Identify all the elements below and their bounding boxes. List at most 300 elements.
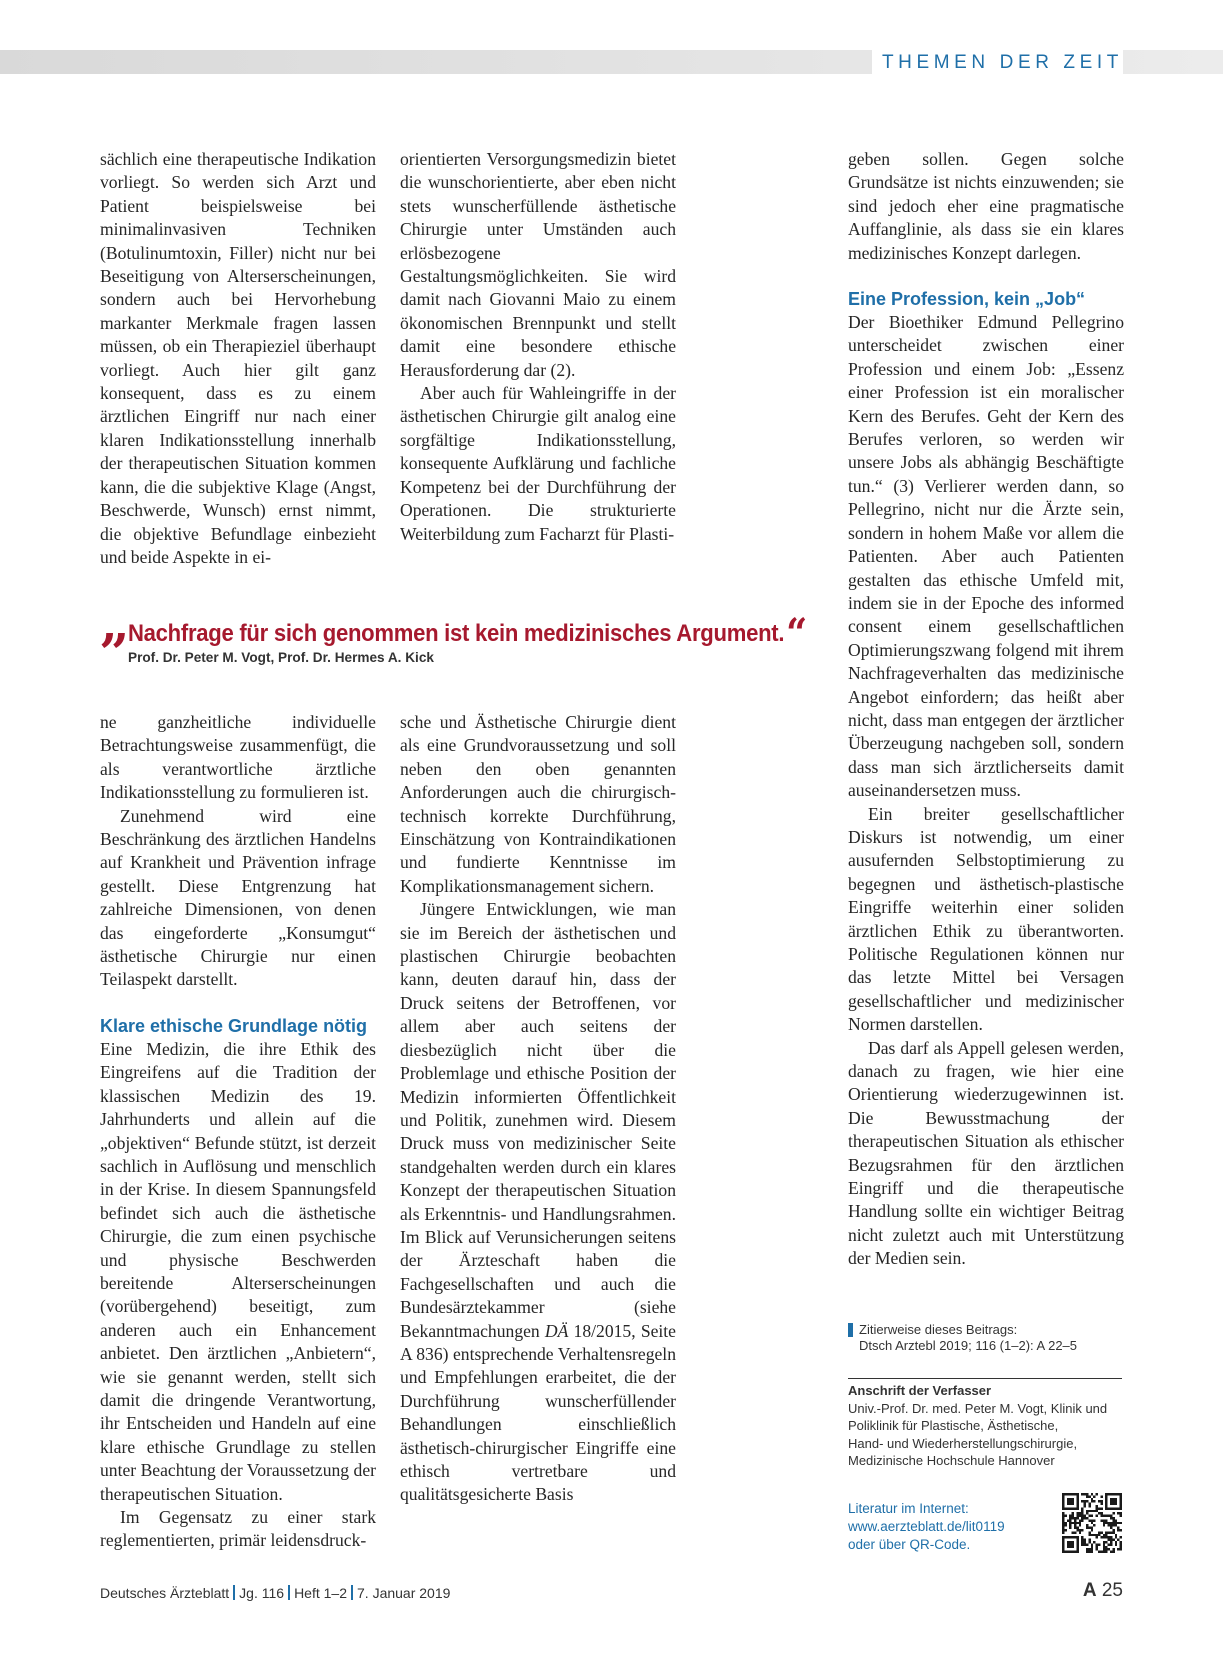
qr-module xyxy=(1117,1522,1119,1524)
qr-module xyxy=(1069,1500,1071,1502)
qr-module xyxy=(1086,1527,1088,1529)
qr-module xyxy=(1064,1529,1066,1531)
qr-module xyxy=(1069,1541,1071,1543)
qr-module xyxy=(1062,1507,1064,1509)
qr-module xyxy=(1103,1519,1105,1521)
qr-module xyxy=(1108,1531,1110,1533)
qr-module xyxy=(1074,1519,1076,1521)
qr-module xyxy=(1088,1515,1090,1517)
qr-module xyxy=(1062,1536,1064,1538)
qr-module xyxy=(1088,1548,1090,1550)
literature-note xyxy=(848,1500,1048,1554)
section-heading: Klare ethische Grundlage nötig xyxy=(100,1015,368,1036)
qr-module xyxy=(1081,1539,1083,1541)
qr-module xyxy=(1096,1536,1098,1538)
address-divider xyxy=(848,1378,1122,1379)
qr-module xyxy=(1084,1517,1086,1519)
qr-module xyxy=(1108,1515,1110,1517)
qr-module xyxy=(1093,1534,1095,1536)
qr-module xyxy=(1112,1512,1114,1514)
quote-sentence: Nachfrage für sich genommen ist kein medizinisches Argument. xyxy=(128,620,785,647)
qr-module xyxy=(1115,1493,1117,1495)
qr-module xyxy=(1120,1541,1122,1543)
paragraph: geben sollen. Gegen solche Grundsätze ist nichts einzuwenden; sie sind jedoch eher eine pragmatische Auffanglinie, als dass sie ein klares medizinisches Konzept darlegen. xyxy=(848,149,1124,263)
qr-module xyxy=(1100,1503,1102,1505)
qr-module xyxy=(1076,1493,1078,1495)
qr-module xyxy=(1081,1507,1083,1509)
qr-module xyxy=(1120,1503,1122,1505)
qr-module xyxy=(1067,1536,1069,1538)
footer-date: 7. Januar 2019 xyxy=(357,1585,451,1601)
qr-module xyxy=(1112,1548,1114,1550)
qr-module xyxy=(1110,1515,1112,1517)
qr-module xyxy=(1120,1507,1122,1509)
qr-module xyxy=(1120,1505,1122,1507)
qr-module xyxy=(1115,1503,1117,1505)
qr-module xyxy=(1069,1493,1071,1495)
qr-module xyxy=(1096,1515,1098,1517)
qr-module xyxy=(1076,1505,1078,1507)
qr-module xyxy=(1088,1541,1090,1543)
qr-module xyxy=(1074,1507,1076,1509)
qr-module xyxy=(1117,1493,1119,1495)
qr-module xyxy=(1110,1536,1112,1538)
qr-module xyxy=(1105,1503,1107,1505)
qr-module xyxy=(1076,1546,1078,1548)
qr-module xyxy=(1069,1527,1071,1529)
page-number-value: 25 xyxy=(1101,1580,1123,1601)
qr-module xyxy=(1081,1543,1083,1545)
qr-module xyxy=(1088,1510,1090,1512)
qr-module xyxy=(1062,1539,1064,1541)
qr-code-icon[interactable] xyxy=(1062,1493,1122,1553)
qr-module xyxy=(1088,1505,1090,1507)
qr-module xyxy=(1069,1507,1071,1509)
qr-module xyxy=(1074,1524,1076,1526)
qr-module xyxy=(1062,1517,1064,1519)
qr-module xyxy=(1072,1551,1074,1553)
qr-module xyxy=(1084,1505,1086,1507)
qr-module xyxy=(1115,1524,1117,1526)
qr-module xyxy=(1110,1517,1112,1519)
paragraph: Aber auch für Wahleingriffe in der ästhetischen Chirurgie gilt analog eine sorgfältige Indikationsstellung, konsequente Aufklärung und fachliche Kompetenz bei der Durchführung der Operationen. Die strukturierte Weiterbildung zum Facharzt für Plasti- xyxy=(400,383,676,544)
qr-module xyxy=(1093,1500,1095,1502)
qr-module xyxy=(1076,1517,1078,1519)
qr-module xyxy=(1096,1546,1098,1548)
qr-module xyxy=(1120,1512,1122,1514)
qr-module xyxy=(1115,1541,1117,1543)
qr-module xyxy=(1067,1498,1069,1500)
qr-module xyxy=(1081,1500,1083,1502)
qr-module xyxy=(1072,1546,1074,1548)
qr-module xyxy=(1112,1529,1114,1531)
qr-module xyxy=(1120,1495,1122,1497)
quote-close-mark: “ xyxy=(786,610,807,657)
qr-module xyxy=(1115,1534,1117,1536)
qr-module xyxy=(1076,1529,1078,1531)
qr-module xyxy=(1072,1517,1074,1519)
footer-journal: Deutsches Ärzteblatt xyxy=(100,1585,230,1601)
qr-module xyxy=(1069,1515,1071,1517)
qr-module xyxy=(1069,1503,1071,1505)
qr-module xyxy=(1115,1507,1117,1509)
qr-module xyxy=(1072,1507,1074,1509)
qr-module xyxy=(1100,1500,1102,1502)
qr-module xyxy=(1067,1503,1069,1505)
qr-module xyxy=(1093,1524,1095,1526)
qr-module xyxy=(1076,1522,1078,1524)
qr-module xyxy=(1096,1543,1098,1545)
qr-module xyxy=(1064,1522,1066,1524)
qr-module xyxy=(1120,1515,1122,1517)
footer-separator xyxy=(288,1585,290,1600)
top-column-1 xyxy=(100,148,376,569)
qr-module xyxy=(1096,1493,1098,1495)
qr-module xyxy=(1103,1534,1105,1536)
quote-open-mark: „ xyxy=(100,593,130,654)
page-number xyxy=(1083,1580,1123,1602)
qr-module xyxy=(1098,1551,1100,1553)
qr-module xyxy=(1076,1539,1078,1541)
qr-module xyxy=(1098,1500,1100,1502)
paragraph: Das darf als Appell gelesen werden, danach zu fragen, wie hier eine Orientierung wiederzugewinnen ist. Die Bewusstmachung der therapeutischen Situation als ethischer Bezugsrahmen für den ärztlichen Eingriff und die therapeutische Handlung sollte ein wichtiger Beitrag nicht zuletzt auch mit Unterstützung der Medien sein. xyxy=(848,1037,1124,1269)
qr-module xyxy=(1093,1495,1095,1497)
qr-module xyxy=(1105,1534,1107,1536)
qr-module xyxy=(1062,1519,1064,1521)
qr-module xyxy=(1110,1507,1112,1509)
qr-module xyxy=(1112,1500,1114,1502)
qr-module xyxy=(1072,1503,1074,1505)
qr-module xyxy=(1081,1541,1083,1543)
qr-module xyxy=(1076,1536,1078,1538)
literature-link[interactable]: www.aerzteblatt.de/lit0119 xyxy=(848,1519,1005,1534)
qr-module xyxy=(1100,1536,1102,1538)
qr-module xyxy=(1110,1541,1112,1543)
paragraph: Ein breiter gesellschaftlicher Diskurs ist notwendig, um einer ausufernden Selbstoptimierung zu begegnen und ästhetisch-plastische Eingriffe weiterhin einer soliden ärztlichen Ethik zu überantworten. Politische Regulationen können nur das letzte Mittel bei Versagen gesellschaftlicher und medizinischer Normen darstellen. xyxy=(848,803,1124,1035)
qr-module xyxy=(1072,1493,1074,1495)
qr-module xyxy=(1115,1519,1117,1521)
qr-module xyxy=(1084,1539,1086,1541)
footer-issue: Heft 1–2 xyxy=(294,1585,347,1601)
right-column xyxy=(848,148,1124,1271)
qr-module xyxy=(1086,1524,1088,1526)
qr-module xyxy=(1120,1529,1122,1531)
qr-module xyxy=(1112,1524,1114,1526)
qr-module xyxy=(1084,1500,1086,1502)
qr-module xyxy=(1103,1536,1105,1538)
qr-module xyxy=(1100,1495,1102,1497)
qr-module xyxy=(1112,1519,1114,1521)
qr-module xyxy=(1079,1531,1081,1533)
qr-module xyxy=(1091,1493,1093,1495)
qr-module xyxy=(1103,1515,1105,1517)
qr-module xyxy=(1074,1536,1076,1538)
qr-module xyxy=(1086,1512,1088,1514)
qr-module xyxy=(1076,1527,1078,1529)
qr-module xyxy=(1074,1493,1076,1495)
qr-module xyxy=(1105,1536,1107,1538)
footer-separator xyxy=(233,1585,235,1600)
address-line: Medizinische Hochschule Hannover xyxy=(848,1453,1055,1468)
qr-module xyxy=(1062,1529,1064,1531)
qr-module xyxy=(1079,1529,1081,1531)
qr-module xyxy=(1110,1522,1112,1524)
paragraph: sche und Ästhetische Chirurgie dient als eine Grundvoraussetzung und soll neben den oben genannten Anforderungen auch die chirurgisch-technisch korrekte Durchführung, Einschätzung von Kontraindikationen und fundierte Kenntnisse im Komplikationsmanagement sichern. xyxy=(400,712,676,896)
qr-module xyxy=(1108,1507,1110,1509)
qr-module xyxy=(1076,1512,1078,1514)
qr-module xyxy=(1093,1519,1095,1521)
footer-volume: Jg. 116 xyxy=(239,1585,285,1601)
qr-module xyxy=(1096,1507,1098,1509)
qr-module xyxy=(1110,1531,1112,1533)
qr-module xyxy=(1112,1498,1114,1500)
qr-module xyxy=(1105,1548,1107,1550)
qr-module xyxy=(1110,1551,1112,1553)
qr-module xyxy=(1069,1522,1071,1524)
qr-module xyxy=(1062,1548,1064,1550)
qr-module xyxy=(1081,1529,1083,1531)
qr-module xyxy=(1084,1493,1086,1495)
qr-module xyxy=(1105,1493,1107,1495)
qr-module xyxy=(1062,1500,1064,1502)
qr-module xyxy=(1108,1522,1110,1524)
qr-module xyxy=(1076,1541,1078,1543)
qr-module xyxy=(1115,1500,1117,1502)
qr-module xyxy=(1076,1515,1078,1517)
qr-module xyxy=(1074,1551,1076,1553)
qr-module xyxy=(1088,1534,1090,1536)
qr-module xyxy=(1088,1551,1090,1553)
text-run: 18/2015, Seite A 836) entsprechende Verhaltensregeln und Empfehlungen erarbeitet, die der Durchführung wunscherfüllender Behandlungen einschließlich ästhetisch-chirurgischer Eingriffe eine ethisch vertretbare und qualitätsgesicherte Basis xyxy=(400,1320,676,1505)
qr-module xyxy=(1076,1543,1078,1545)
qr-module xyxy=(1088,1527,1090,1529)
section-heading: Eine Profession, kein „Job“ xyxy=(848,289,1086,310)
qr-module xyxy=(1120,1548,1122,1550)
qr-module xyxy=(1091,1548,1093,1550)
qr-module xyxy=(1062,1527,1064,1529)
qr-module xyxy=(1091,1543,1093,1545)
qr-module xyxy=(1064,1524,1066,1526)
top-column-2 xyxy=(400,148,676,546)
qr-module xyxy=(1103,1524,1105,1526)
qr-module xyxy=(1079,1524,1081,1526)
qr-module xyxy=(1098,1507,1100,1509)
qr-module xyxy=(1072,1531,1074,1533)
qr-module xyxy=(1062,1495,1064,1497)
qr-module xyxy=(1086,1551,1088,1553)
qr-module xyxy=(1091,1519,1093,1521)
qr-module xyxy=(1086,1500,1088,1502)
citation-label: Zitierweise dieses Beitrags: xyxy=(859,1322,1018,1337)
qr-module xyxy=(1105,1531,1107,1533)
qr-module xyxy=(1074,1517,1076,1519)
qr-module xyxy=(1086,1493,1088,1495)
qr-module xyxy=(1100,1512,1102,1514)
qr-module xyxy=(1117,1548,1119,1550)
literature-label: Literatur im Internet: xyxy=(848,1501,969,1516)
qr-module xyxy=(1112,1507,1114,1509)
qr-module xyxy=(1098,1531,1100,1533)
qr-module xyxy=(1062,1531,1064,1533)
qr-module xyxy=(1064,1515,1066,1517)
qr-module xyxy=(1064,1493,1066,1495)
qr-module xyxy=(1091,1551,1093,1553)
qr-module xyxy=(1110,1503,1112,1505)
qr-module xyxy=(1091,1522,1093,1524)
paragraph: ne ganzheitliche individuelle Betrachtungsweise zusammenfügt, die als verantwortliche ärztliche Indikationsstellung zu formulieren ist. xyxy=(100,712,376,803)
qr-module xyxy=(1072,1512,1074,1514)
qr-module xyxy=(1072,1515,1074,1517)
qr-module xyxy=(1098,1534,1100,1536)
qr-module xyxy=(1079,1519,1081,1521)
qr-module xyxy=(1086,1510,1088,1512)
qr-module xyxy=(1079,1522,1081,1524)
citation-box xyxy=(848,1322,1128,1354)
qr-module xyxy=(1069,1517,1071,1519)
qr-module xyxy=(1086,1517,1088,1519)
qr-module xyxy=(1100,1551,1102,1553)
qr-module xyxy=(1074,1522,1076,1524)
author-address xyxy=(848,1382,1128,1470)
qr-module xyxy=(1117,1507,1119,1509)
qr-module xyxy=(1103,1546,1105,1548)
qr-module xyxy=(1072,1541,1074,1543)
qr-module xyxy=(1076,1551,1078,1553)
qr-module xyxy=(1096,1505,1098,1507)
qr-module xyxy=(1076,1495,1078,1497)
qr-module xyxy=(1091,1529,1093,1531)
qr-module xyxy=(1091,1534,1093,1536)
qr-module xyxy=(1084,1541,1086,1543)
bottom-column-2 xyxy=(400,711,676,1507)
qr-module xyxy=(1064,1551,1066,1553)
qr-module xyxy=(1100,1519,1102,1521)
qr-module xyxy=(1069,1546,1071,1548)
qr-module xyxy=(1115,1543,1117,1545)
qr-module xyxy=(1117,1529,1119,1531)
qr-module xyxy=(1112,1503,1114,1505)
text-run: Jüngere Entwicklungen, wie man sie im Bereich der ästhetischen und plastischen Chirurgie beobachten kann, deuten darauf hin, dass der Druck seitens der Betroffenen, vor allem aber auch seitens der diesbezüglich nicht über die Problemlage und ethische Position der Medizin informierten Öffentlichkeit und Politik, zunehmen wird. Diesem Druck muss von medizinischer Seite standgehalten werden durch ein klares Konzept der therapeutischen Situation als Erkenntnis- und Handlungsrahmen. Im Blick auf Verunsicherungen seitens der Ärzteschaft haben die Fachgesellschaften und auch die Bundesärztekammer (siehe Bekanntmachungen xyxy=(400,899,676,1341)
qr-module xyxy=(1105,1505,1107,1507)
qr-module xyxy=(1110,1527,1112,1529)
qr-module xyxy=(1081,1536,1083,1538)
qr-module xyxy=(1086,1548,1088,1550)
qr-module xyxy=(1084,1503,1086,1505)
qr-module xyxy=(1120,1546,1122,1548)
qr-module xyxy=(1105,1546,1107,1548)
qr-module xyxy=(1103,1543,1105,1545)
qr-module xyxy=(1115,1498,1117,1500)
footer-separator xyxy=(351,1585,353,1600)
qr-module xyxy=(1120,1543,1122,1545)
qr-module xyxy=(1098,1512,1100,1514)
qr-module xyxy=(1084,1515,1086,1517)
qr-module xyxy=(1103,1541,1105,1543)
section-title: THEMEN DER ZEIT xyxy=(872,50,1123,74)
qr-module xyxy=(1108,1536,1110,1538)
page-footer xyxy=(100,1585,450,1601)
qr-module xyxy=(1096,1510,1098,1512)
qr-module xyxy=(1105,1522,1107,1524)
qr-module xyxy=(1062,1498,1064,1500)
qr-module xyxy=(1079,1515,1081,1517)
qr-module xyxy=(1076,1503,1078,1505)
qr-module xyxy=(1069,1498,1071,1500)
qr-module xyxy=(1120,1536,1122,1538)
qr-module xyxy=(1096,1534,1098,1536)
qr-module xyxy=(1076,1500,1078,1502)
qr-module xyxy=(1088,1503,1090,1505)
qr-module xyxy=(1062,1515,1064,1517)
qr-module xyxy=(1067,1493,1069,1495)
qr-module xyxy=(1091,1546,1093,1548)
qr-module xyxy=(1093,1541,1095,1543)
qr-module xyxy=(1120,1493,1122,1495)
qr-module xyxy=(1112,1539,1114,1541)
bottom-column-1 xyxy=(100,711,376,1553)
qr-module xyxy=(1067,1543,1069,1545)
qr-module xyxy=(1100,1531,1102,1533)
paragraph: sächlich eine therapeutische Indikation vorliegt. So werden sich Arzt und Patient beispielsweise bei minimalinvasiven Techniken (Botulinumtoxin, Filler) nicht nur bei Beseitigung von Alterserscheinungen, sondern auch bei Hervorhebung markanter Merkmale fragen lassen müssen, ob ein Therapieziel überhaupt vorliegt. Auch hier gilt ganz konsequent, dass es zu einem ärztlichen Eingriff nur nach einer klaren Indikationsstellung innerhalb der therapeutischen Situation kommen kann, die die subjektive Klage (Angst, Beschwerde, Wunsch) ernst nimmt, die objektive Befundlage einbezieht und beide Aspekte in ei- xyxy=(100,149,376,567)
qr-module xyxy=(1088,1495,1090,1497)
paragraph: Zunehmend wird eine Beschränkung des ärztlichen Handelns auf Krankheit und Prävention infrage gestellt. Diese Entgrenzung hat zahlreiche Dimensionen, von denen das eingeforderte „Konsumgut“ ästhetische Chirurgie nur einen Teilaspekt darstellt. xyxy=(100,805,376,990)
qr-module xyxy=(1069,1524,1071,1526)
qr-module xyxy=(1100,1507,1102,1509)
citation-ref: Dtsch Arztebl 2019; 116 (1–2): A 22–5 xyxy=(859,1338,1078,1353)
qr-module xyxy=(1062,1522,1064,1524)
qr-module xyxy=(1069,1543,1071,1545)
qr-module xyxy=(1072,1522,1074,1524)
qr-module xyxy=(1117,1527,1119,1529)
qr-module xyxy=(1108,1539,1110,1541)
qr-module xyxy=(1115,1536,1117,1538)
qr-module xyxy=(1108,1548,1110,1550)
qr-module xyxy=(1098,1543,1100,1545)
journal-abbrev: DÄ xyxy=(544,1320,569,1341)
qr-module xyxy=(1062,1551,1064,1553)
qr-module xyxy=(1115,1522,1117,1524)
qr-module xyxy=(1108,1524,1110,1526)
qr-module xyxy=(1100,1515,1102,1517)
qr-module xyxy=(1067,1551,1069,1553)
qr-module xyxy=(1076,1498,1078,1500)
qr-module xyxy=(1110,1498,1112,1500)
qr-module xyxy=(1108,1493,1110,1495)
qr-module xyxy=(1069,1551,1071,1553)
quote-author: Prof. Dr. Peter M. Vogt, Prof. Dr. Hermes A. Kick xyxy=(128,650,434,665)
qr-module xyxy=(1117,1512,1119,1514)
literature-qr-hint: oder über QR-Code. xyxy=(848,1537,971,1552)
qr-module xyxy=(1112,1522,1114,1524)
qr-module xyxy=(1062,1493,1064,1495)
qr-module xyxy=(1096,1548,1098,1550)
qr-module xyxy=(1117,1539,1119,1541)
qr-module xyxy=(1072,1543,1074,1545)
qr-module xyxy=(1062,1512,1064,1514)
qr-module xyxy=(1105,1498,1107,1500)
qr-module xyxy=(1103,1522,1105,1524)
qr-module xyxy=(1110,1524,1112,1526)
qr-module xyxy=(1110,1500,1112,1502)
qr-module xyxy=(1064,1507,1066,1509)
qr-module xyxy=(1064,1536,1066,1538)
qr-module xyxy=(1072,1500,1074,1502)
qr-module xyxy=(1081,1517,1083,1519)
paragraph: Der Bioethiker Edmund Pellegrino unterscheidet zwischen einer Profession und einem Job: „Essenz einer Profession ist ein moralischer Kern des Berufes. Geht der Kern des Berufes verloren, so werden wir unsere Jobs als abhängig Beschäftigte tun.“ (3) Verlierer werden dann, so Pellegrino, nicht nur die Ärzte sein, sondern in hohem Maße vor allem die Patienten. Aber auch Patienten gestalten das ethische Umfeld mit, indem sie in der Epoche des informed consent einem gesellschaftlichen Optimierungszwang folgend mit ihrem Nachfrageverhalten das medizinische Angebot einfordern; das heißt aber nicht, dass man entgegen der ärztlicher Überzeugung nachgeben soll, sondern dass man sich ärztlicherseits damit auseinandersetzen muss. xyxy=(848,312,1124,801)
qr-module xyxy=(1091,1527,1093,1529)
paragraph: Im Gegensatz zu einer stark reglementierten, primär leidensdruck- xyxy=(100,1507,376,1551)
qr-module xyxy=(1088,1539,1090,1541)
